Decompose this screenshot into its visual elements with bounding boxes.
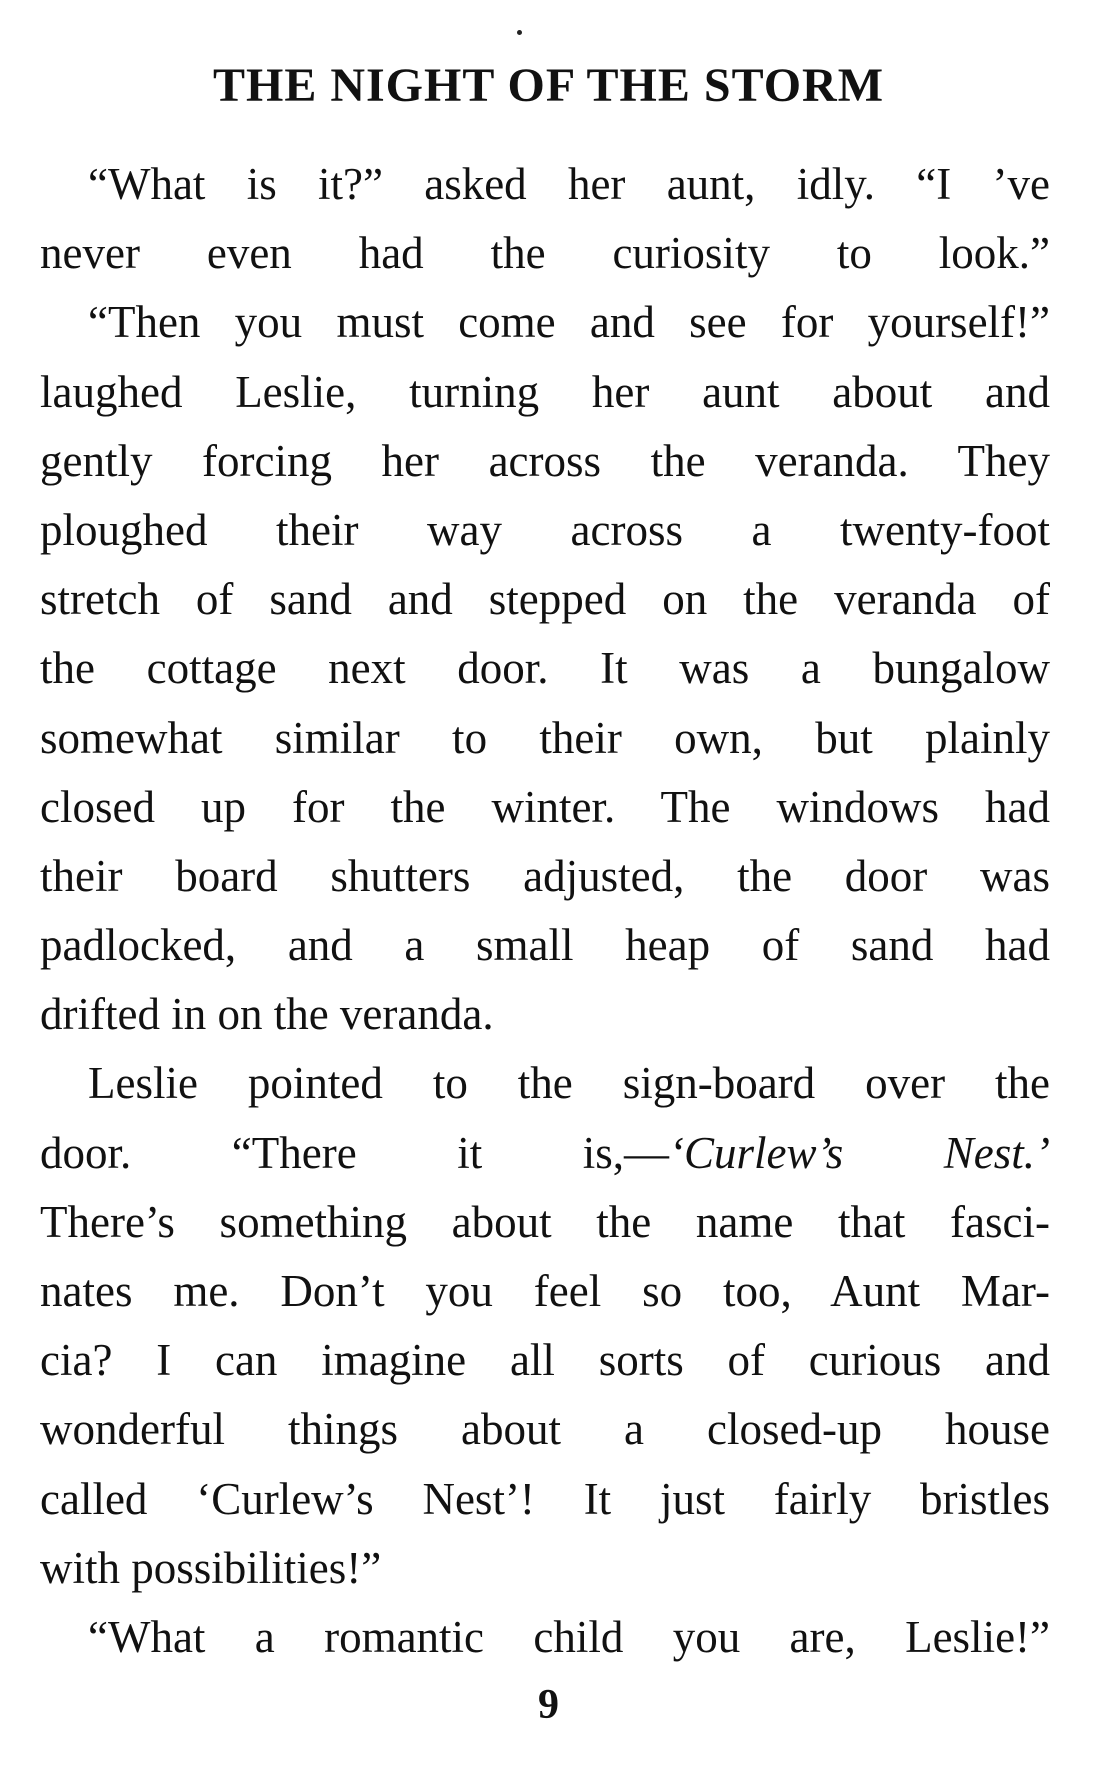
text-line-with-italic (40, 1119, 1050, 1188)
running-head: THE NIGHT OF THE STORM (212, 59, 885, 112)
text-line: padlocked, and a small heap of sand had (40, 920, 1050, 971)
text-line: never even had the curiosity to look.” (40, 228, 1050, 279)
text-line: Leslie pointed to the sign-board over the (88, 1058, 1050, 1109)
text-line: with possibilities!” (40, 1542, 382, 1593)
text-fragment: door. “There it is,— (40, 1127, 670, 1178)
text-line: somewhat similar to their own, but plainly (40, 712, 1050, 763)
text-line: nates me. Don’t you feel so too, Aunt Mar- (40, 1266, 1050, 1316)
body-text (40, 150, 1050, 1672)
text-line: laughed Leslie, turning her aunt about and (40, 366, 1050, 417)
text-line: “Then you must come and see for yourself!” (88, 297, 1050, 348)
text-line: stretch of sand and stepped on the veranda of (40, 574, 1050, 625)
ink-speck (517, 30, 522, 35)
text-line: “What is it?” asked her aunt, idly. “I ’ve (88, 159, 1050, 209)
text-line: the cottage next door. It was a bungalow (40, 643, 1050, 694)
text-line: wonderful things about a closed-up house (40, 1404, 1050, 1455)
text-line: their board shutters adjusted, the door was (40, 850, 1050, 901)
text-line: called ‘Curlew’s Nest’! It just fairly bristles (40, 1473, 1050, 1524)
text-line: closed up for the winter. The windows had (40, 781, 1050, 832)
text-line: ploughed their way across a twenty-foot (40, 504, 1050, 555)
text-line: “What a romantic child you are, Leslie!” (88, 1611, 1050, 1662)
text-line: There’s something about the name that fasci- (40, 1196, 1050, 1247)
italic-sign-name: ‘Curlew’s Nest.’ (669, 1127, 1051, 1178)
text-line: gently forcing her across the veranda. They (40, 435, 1050, 486)
text-line: drifted in on the veranda. (40, 989, 494, 1040)
page-number: 9 (538, 1682, 559, 1728)
text-line: cia? I can imagine all sorts of curious and (40, 1335, 1050, 1386)
